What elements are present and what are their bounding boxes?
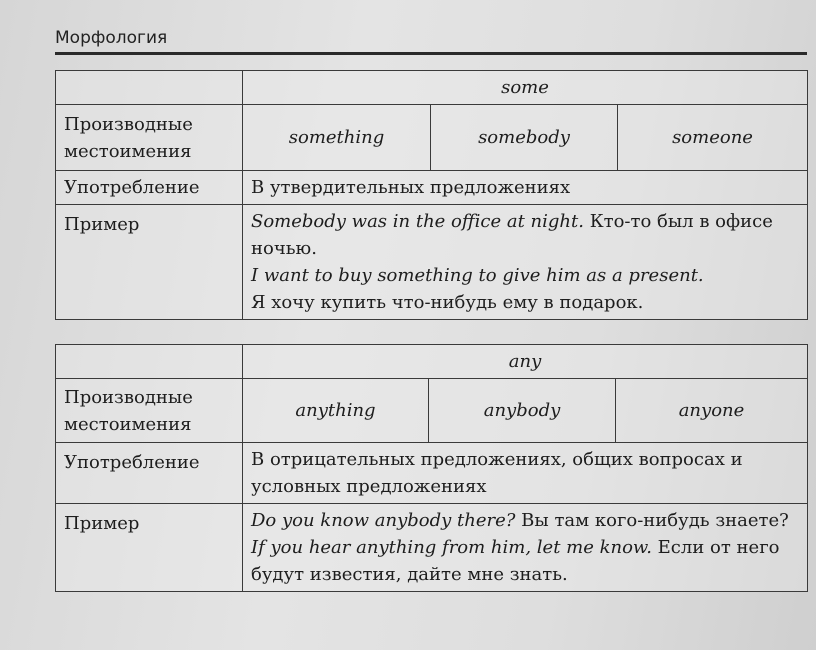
derivative-cell: anybody [429, 379, 616, 443]
derivative-cell: anything [243, 379, 429, 443]
example-en: If you hear anything from him, let me know. [251, 537, 652, 558]
example-ru: Я хочу купить что-нибудь ему в подарок. [251, 292, 644, 313]
header-rule [55, 52, 807, 55]
row-label-usage: Употребление [56, 171, 243, 205]
row-label-example: Пример [56, 504, 243, 592]
table-row [56, 504, 808, 592]
row-label-derivatives: Производные местоимения [56, 105, 243, 171]
row-label-derivatives: Производные местоимения [56, 379, 243, 443]
table-some [55, 70, 808, 320]
empty-cell [56, 345, 243, 379]
example-cell [243, 504, 808, 592]
example-en: I want to buy something to give him as a present. [251, 265, 704, 286]
row-label-usage: Употребление [56, 443, 243, 504]
example-en: Somebody was in the office at night. [251, 211, 584, 232]
usage-text: В утвердительных предложениях [243, 171, 808, 205]
table-row [56, 379, 808, 443]
table-row [56, 71, 808, 105]
table-row [56, 345, 808, 379]
derivative-cell: someone [618, 105, 808, 171]
pronoun-title: any [243, 345, 808, 379]
page-header-title: Морфология [55, 28, 168, 48]
usage-text: В отрицательных предложениях, общих вопросах и условных предложениях [243, 443, 808, 504]
empty-cell [56, 71, 243, 105]
example-ru: Если от него будут известия, дайте мне знать. [251, 537, 780, 585]
table-row [56, 171, 808, 205]
table-row [56, 205, 808, 320]
derivative-cell: somebody [431, 105, 618, 171]
table-row [56, 105, 808, 171]
derivative-cell: something [243, 105, 431, 171]
example-ru: Вы там кого-нибудь знаете? [521, 510, 789, 531]
example-ru: Кто-то был в офисе ночью. [251, 211, 773, 259]
table-row [56, 443, 808, 504]
table-any [55, 344, 808, 592]
example-en: Do you know anybody there? [251, 510, 516, 531]
derivative-cell: anyone [616, 379, 808, 443]
row-label-example: Пример [56, 205, 243, 320]
example-cell [243, 205, 808, 320]
pronoun-title: some [243, 71, 808, 105]
